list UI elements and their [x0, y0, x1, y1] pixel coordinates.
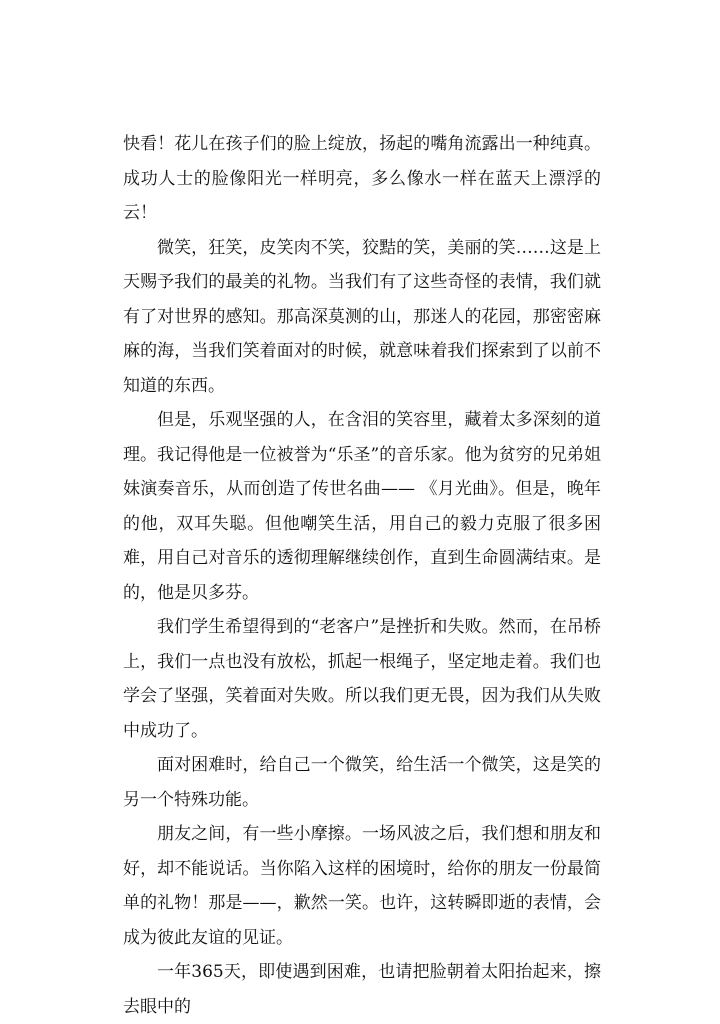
document-body — [123, 127, 601, 1024]
paragraph-5: 面对困难时，给自己一个微笑，给生活一个微笑，这是笑的另一个特殊功能。 — [123, 755, 601, 810]
paragraph-7: 一年365天，即使遇到困难，也请把脸朝着太阳抬起来，擦去眼中的 — [123, 962, 601, 1017]
paragraph-2: 微笑，狂笑，皮笑肉不笑，狡黠的笑，美丽的笑……这是上天赐予我们的最美的礼物。当我们有了这些奇怪的表情，我们就有了对世界的感知。那高深莫测的山，那迷人的花园，那密密麻麻的海，当我们笑着面对的时候，就意味着我们探索到了以前不知道的东西。 — [123, 237, 601, 396]
paragraph-1: 快看！花儿在孩子们的脸上绽放，扬起的嘴角流露出一种纯真。成功人士的脸像阳光一样明亮，多么像水一样在蓝天上漂浮的云！ — [123, 134, 601, 223]
paragraph-6: 朋友之间，有一些小摩擦。一场风波之后，我们想和朋友和好，却不能说话。当你陷入这样的困境时，给你的朋友一份最简单的礼物！那是——，歉然一笑。也许，这转瞬即逝的表情，会成为彼此友谊的见证。 — [123, 824, 601, 948]
paragraph-3: 但是，乐观坚强的人，在含泪的笑容里，藏着太多深刻的道理。我记得他是一位被誉为“乐圣”的音乐家。他为贫穷的兄弟姐妹演奏音乐，从而创造了传世名曲—— 《月光曲》。但是，晚年的他，双耳失聪。但他嘲笑生活，用自己的毅力克服了很多困难，用自己对音乐的透彻理解继续创作，直到生命圆满结束。是的，他是贝多芬。 — [123, 410, 601, 603]
paragraph-4: 我们学生希望得到的“老客户”是挫折和失败。然而，在吊桥上，我们一点也没有放松，抓起一根绳子，坚定地走着。我们也学会了坚强，笑着面对失败。所以我们更无畏，因为我们从失败中成功了。 — [123, 617, 601, 741]
